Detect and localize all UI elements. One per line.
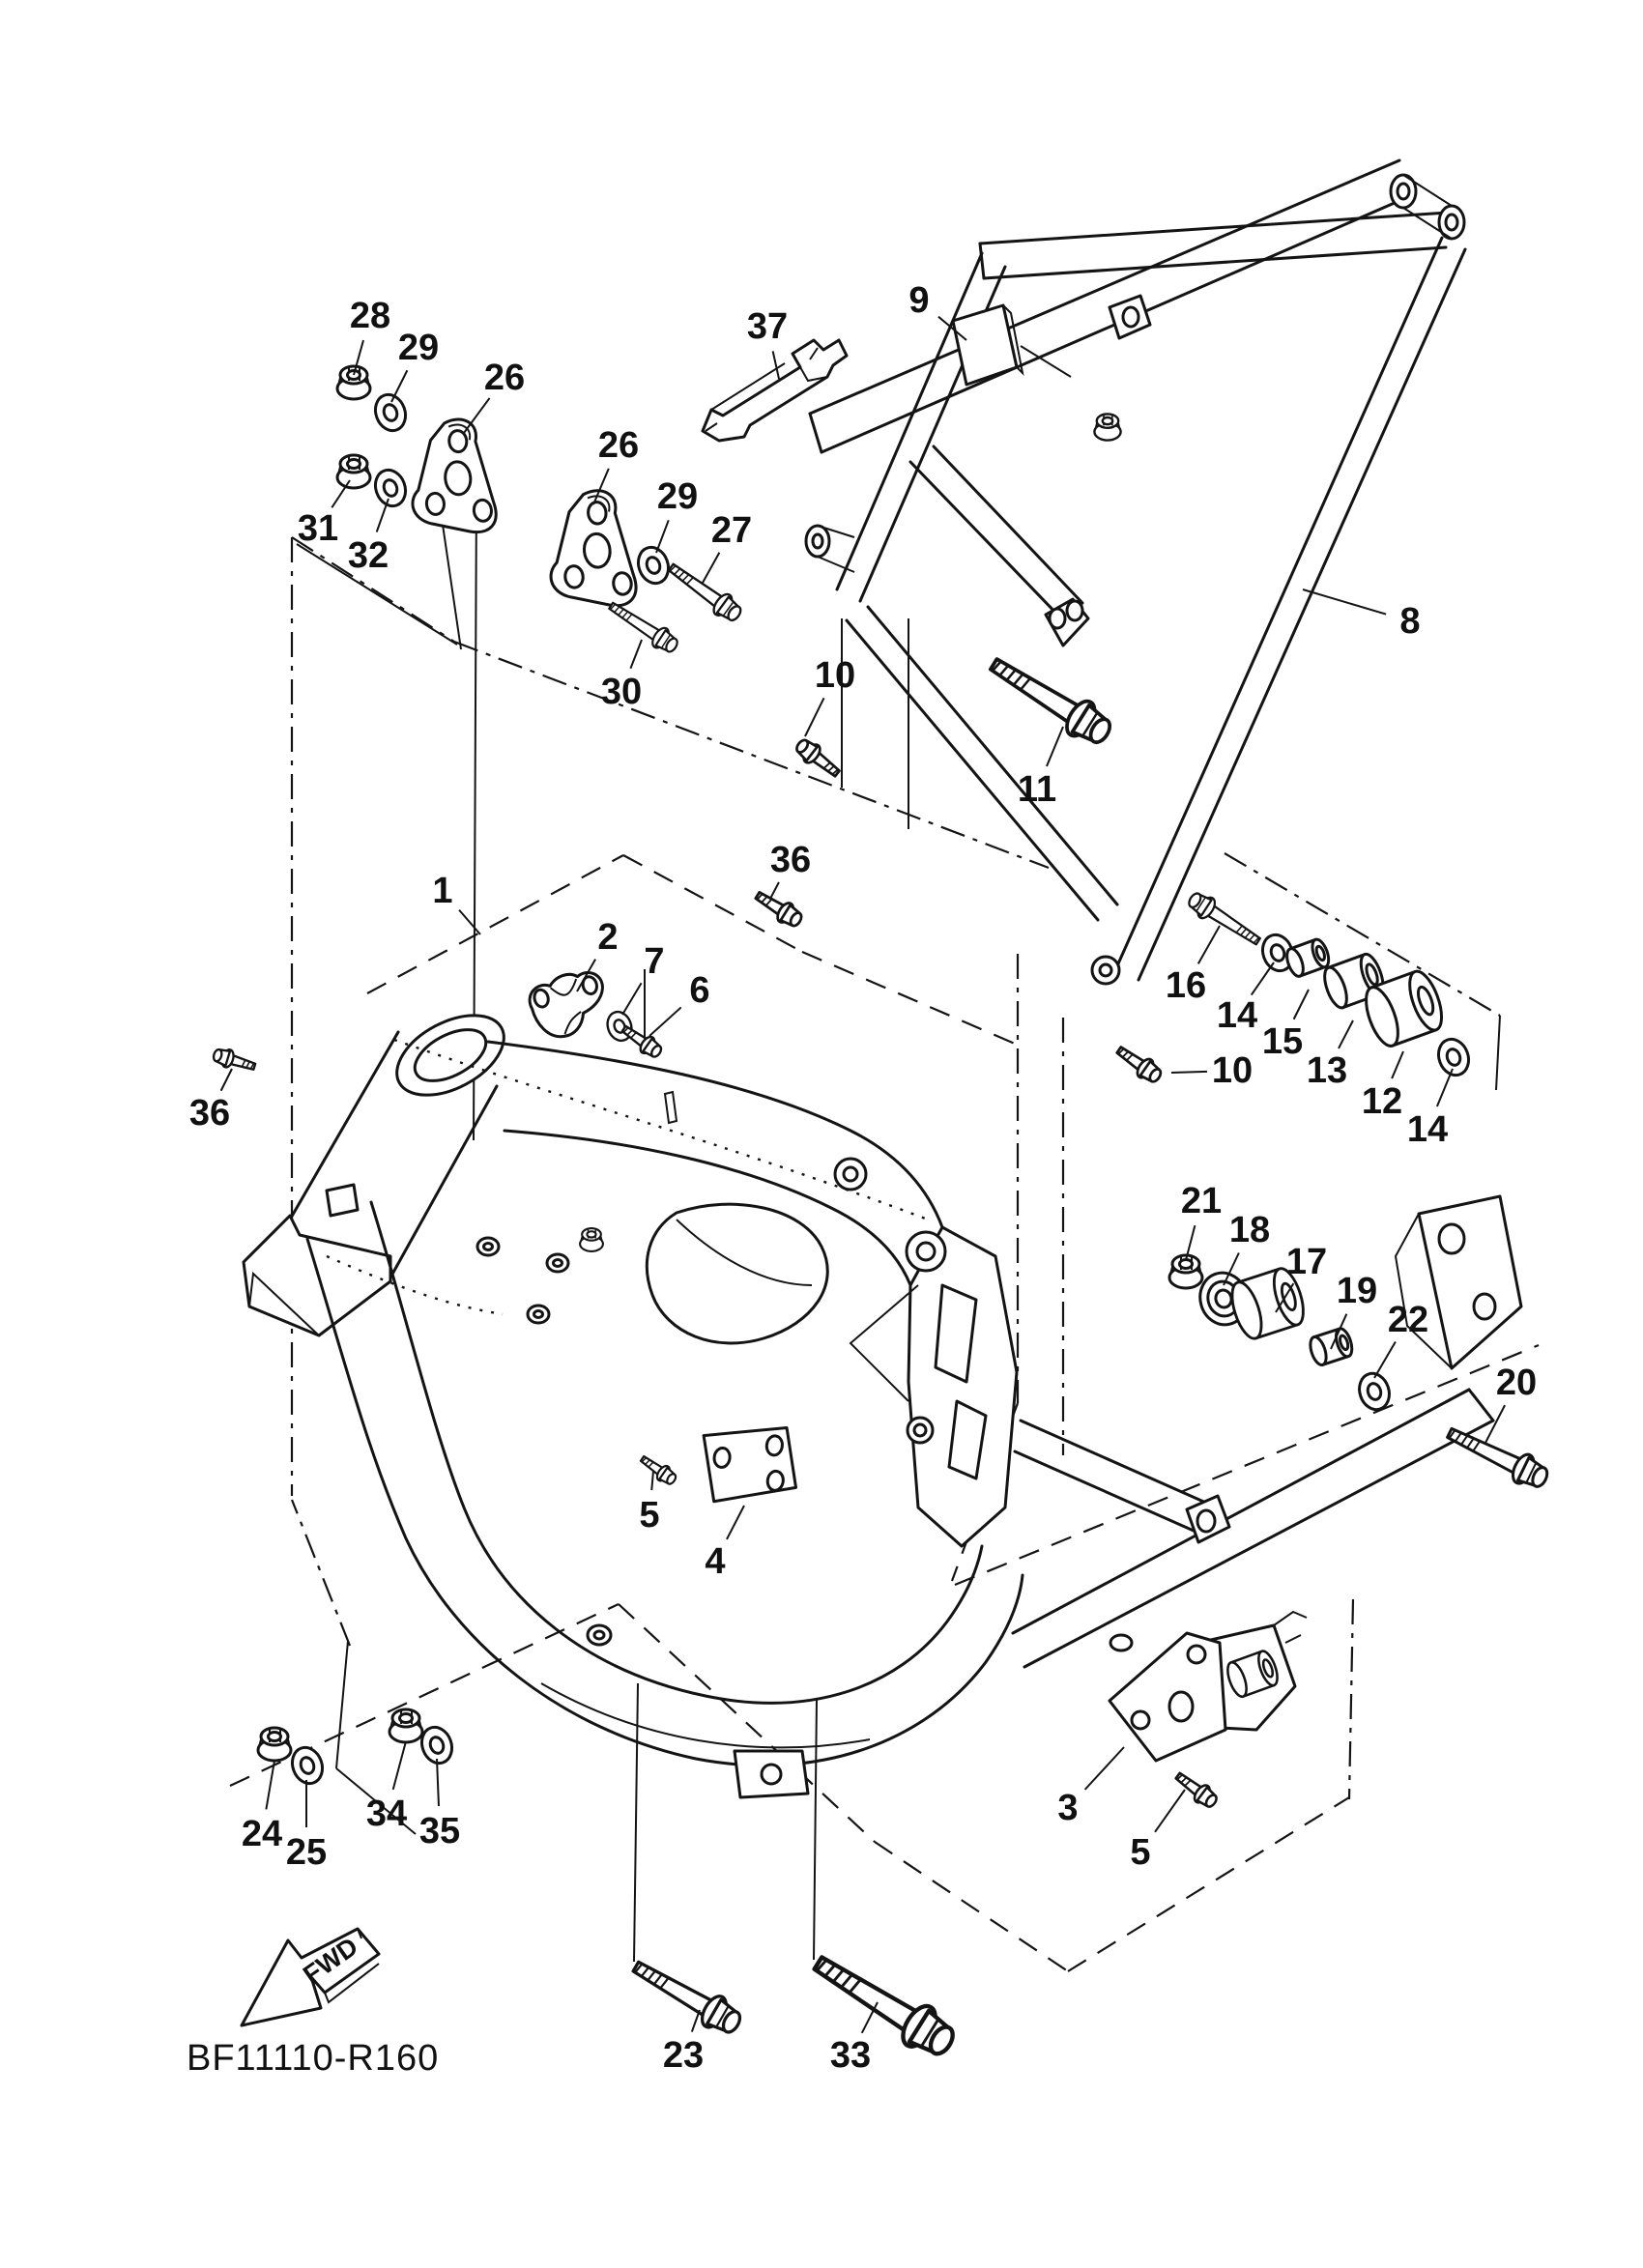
callout-leader-34: [393, 1741, 406, 1790]
callout-leader-10: [805, 698, 824, 736]
callout-32: 32: [347, 535, 389, 576]
callout-36: 36: [188, 1093, 231, 1134]
bracket-26b: [542, 488, 638, 613]
callout-leader-35: [437, 1759, 439, 1806]
clamp-2: [525, 966, 613, 1043]
callout-36: 36: [769, 840, 812, 880]
nut-21: [1169, 1255, 1202, 1288]
callout-31: 31: [297, 508, 339, 549]
nut-31: [337, 455, 370, 488]
bolt-27: [664, 558, 745, 626]
callout-26: 26: [483, 358, 526, 398]
callout-leader-26: [464, 398, 490, 433]
bracket-26a: [404, 416, 498, 538]
callout-leader-22: [1374, 1341, 1396, 1378]
bolt-10a: [793, 735, 844, 782]
bolt-5a: [638, 1451, 679, 1487]
callout-17: 17: [1285, 1242, 1328, 1282]
callout-6: 6: [689, 970, 710, 1011]
callout-5: 5: [1130, 1832, 1151, 1873]
callout-1: 1: [432, 871, 453, 911]
callout-leader-29: [391, 370, 407, 402]
callout-leader-36: [770, 882, 779, 899]
callout-leader-6: [649, 1007, 681, 1036]
callout-29: 29: [656, 476, 699, 517]
callout-leader-7: [622, 983, 642, 1015]
callout-27: 27: [710, 510, 753, 551]
callout-26: 26: [597, 425, 640, 466]
chain-guide-assembly: [1110, 1612, 1307, 1761]
callout-leader-29: [656, 520, 669, 553]
cradle-lug: [735, 1751, 808, 1797]
callout-12: 12: [1361, 1081, 1403, 1122]
bolt-36b: [212, 1046, 257, 1076]
callout-24: 24: [241, 1814, 283, 1854]
callout-29: 29: [397, 328, 440, 368]
callout-leader-36: [221, 1069, 232, 1091]
subframe-clevis-bracket: [1046, 599, 1088, 646]
callout-leader-5: [1155, 1790, 1185, 1832]
plate-4: [695, 1417, 804, 1512]
callout-leader-14: [1252, 962, 1274, 995]
callout-leader-1: [459, 910, 480, 934]
nut-24: [258, 1728, 291, 1761]
callout-3: 3: [1057, 1788, 1079, 1828]
callout-leader-14: [1437, 1069, 1453, 1106]
callout-leader-23: [692, 2010, 700, 2032]
callout-leader-4: [727, 1506, 744, 1539]
callout-10: 10: [814, 655, 856, 696]
callout-leader-30: [630, 640, 642, 669]
callout-34: 34: [365, 1794, 408, 1834]
pad-9: [953, 305, 1071, 385]
callout-leader-10: [1171, 1072, 1207, 1073]
subframe-nut: [1094, 414, 1120, 440]
part-code: BF11110-R160: [187, 2038, 440, 2079]
nut-34: [389, 1709, 422, 1742]
washer-14b: [1433, 1035, 1473, 1079]
callout-2: 2: [597, 917, 619, 958]
callout-14: 14: [1406, 1109, 1449, 1150]
bolt-30: [605, 596, 681, 657]
callout-leader-12: [1392, 1051, 1403, 1078]
callout-14: 14: [1216, 995, 1258, 1036]
nut-28: [337, 366, 370, 399]
callout-5: 5: [639, 1495, 660, 1536]
callout-30: 30: [600, 672, 643, 712]
fwd-arrow: [242, 1929, 379, 2025]
callout-4: 4: [705, 1541, 726, 1582]
bolt-20: [1443, 1419, 1552, 1493]
callout-leader-5: [651, 1471, 653, 1490]
callout-33: 33: [829, 2035, 872, 2076]
callout-18: 18: [1228, 1210, 1271, 1250]
callout-19: 19: [1336, 1271, 1378, 1311]
callout-7: 7: [644, 941, 665, 982]
washer-29a: [370, 390, 410, 435]
callout-8: 8: [1399, 601, 1421, 642]
callout-13: 13: [1306, 1050, 1348, 1091]
callout-35: 35: [418, 1811, 461, 1852]
callout-25: 25: [285, 1832, 328, 1873]
washer-32: [370, 466, 410, 510]
bolt-5b: [1172, 1767, 1221, 1811]
callout-37: 37: [746, 306, 789, 347]
callout-11: 11: [1017, 769, 1057, 810]
callout-15: 15: [1261, 1021, 1304, 1062]
subframe-rail-lug: [1110, 296, 1150, 338]
callout-21: 21: [1180, 1181, 1223, 1221]
washer-29b: [633, 543, 673, 588]
bolt-23: [627, 1952, 746, 2040]
main-frame-drawing: [244, 999, 1521, 1797]
callout-9: 9: [908, 280, 930, 321]
callout-leader-37: [773, 351, 779, 379]
callout-leader-13: [1339, 1020, 1353, 1048]
bolt-36a: [752, 886, 805, 931]
callout-10: 10: [1211, 1050, 1254, 1091]
callout-28: 28: [349, 296, 391, 336]
subframe-drawing: [806, 160, 1465, 984]
fwd-label: FWD: [298, 1932, 363, 1990]
rear-bracket-plates: [1396, 1196, 1521, 1368]
callout-leader-3: [1085, 1747, 1124, 1790]
callout-leader-32: [377, 499, 389, 532]
pivot-pillar: [908, 1227, 1017, 1546]
callout-leader-16: [1198, 926, 1220, 963]
callout-16: 16: [1165, 965, 1207, 1006]
callout-23: 23: [662, 2035, 705, 2076]
fasteners-and-spacers: [212, 305, 1552, 2064]
bolt-10b: [1113, 1042, 1166, 1087]
callout-leader-11: [1047, 727, 1063, 766]
callout-leader-27: [703, 553, 719, 583]
callout-22: 22: [1387, 1300, 1429, 1340]
callout-leader-15: [1294, 990, 1309, 1019]
callout-leader-8: [1303, 589, 1386, 615]
bolt-11: [984, 647, 1117, 751]
bolt-16: [1185, 888, 1265, 951]
callout-20: 20: [1495, 1363, 1538, 1403]
